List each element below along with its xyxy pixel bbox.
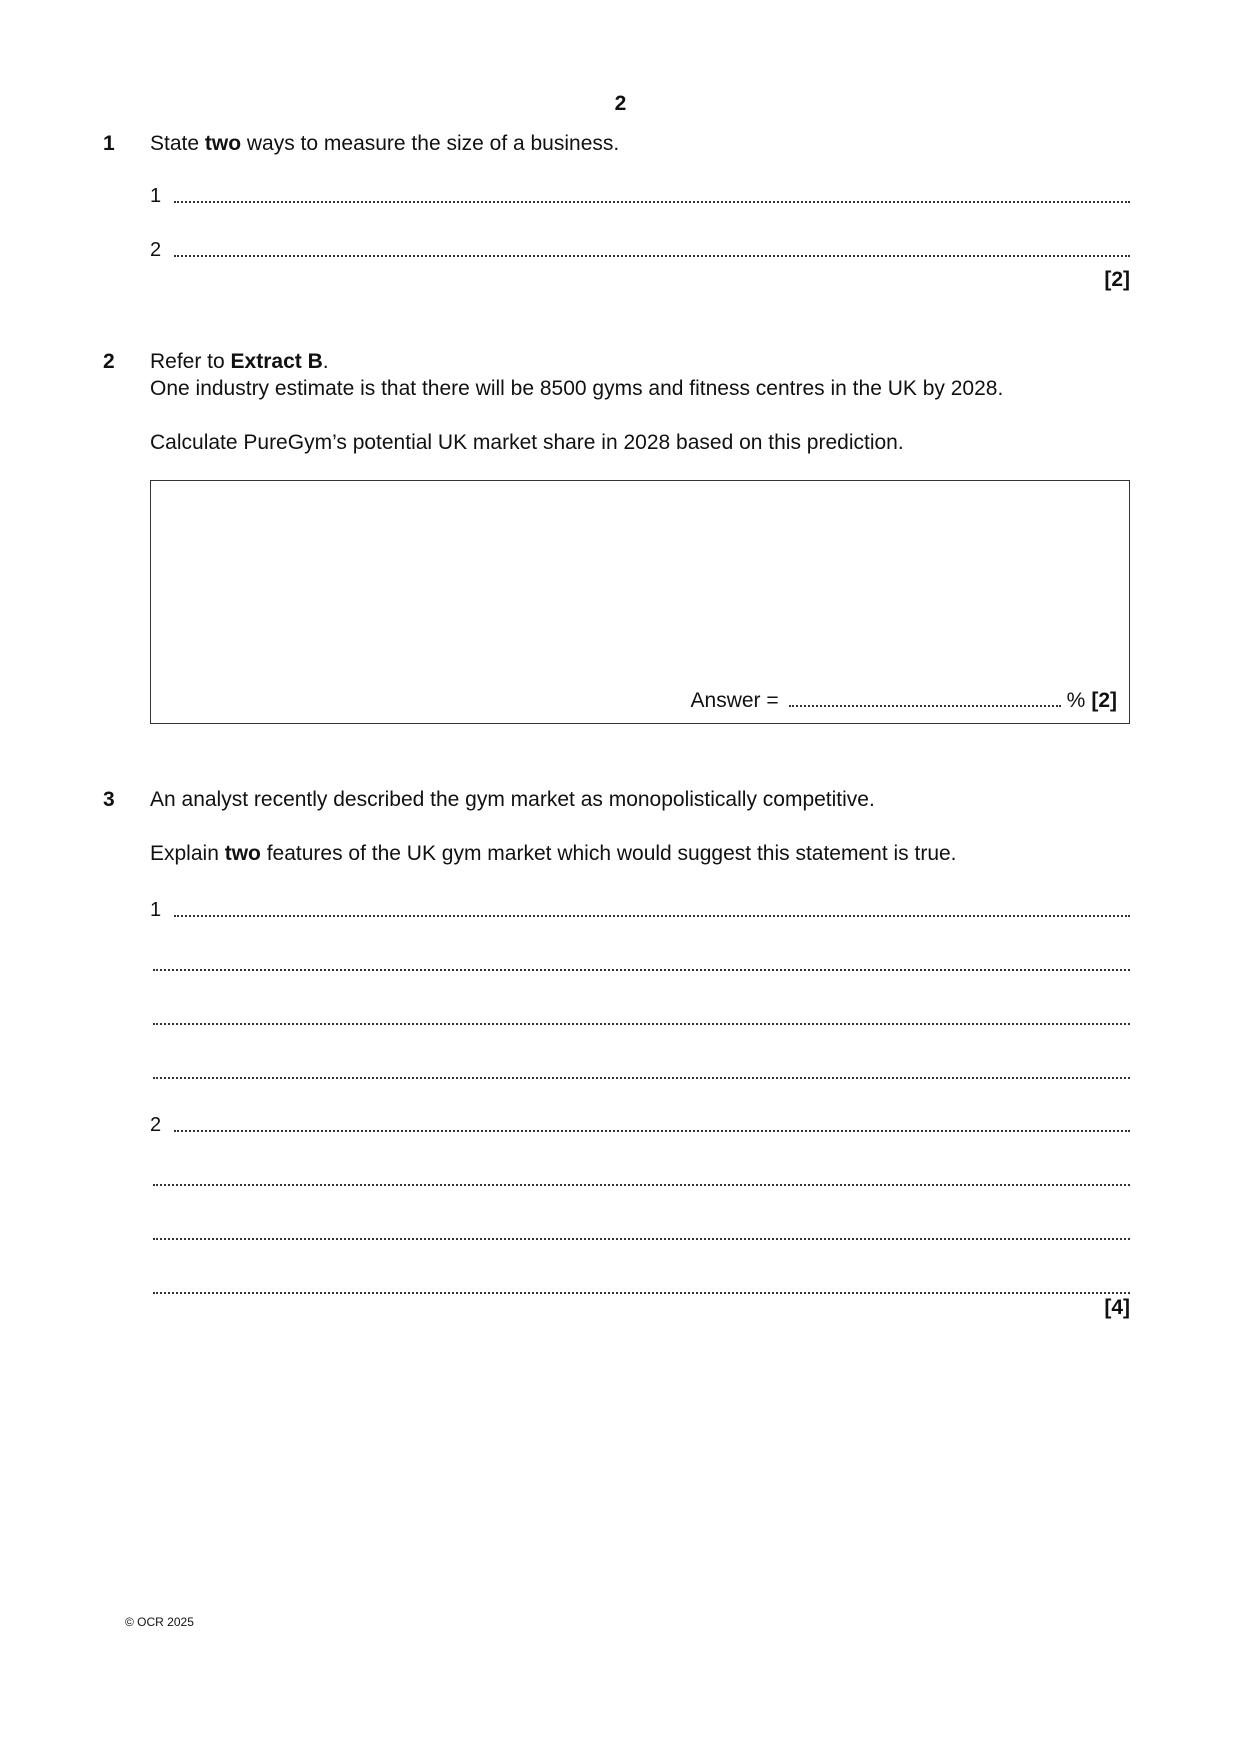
question-3-line-2 xyxy=(150,840,957,868)
question-3-line-1: An analyst recently described the gym market as monopolistically competitive. xyxy=(150,788,875,811)
answer-line-label: 1 xyxy=(150,185,162,207)
question-1-text-pre: State xyxy=(150,132,205,155)
dotted-line xyxy=(153,1292,1130,1294)
page-number: 2 xyxy=(614,92,627,115)
question-3-answer-2-line-3[interactable] xyxy=(153,1221,1130,1245)
question-2-line-1-pre: Refer to xyxy=(150,350,231,373)
dotted-line xyxy=(153,1238,1130,1240)
copyright-footer: © OCR 2025 xyxy=(125,1615,194,1629)
dotted-line xyxy=(153,1184,1130,1186)
question-1-text-post: ways to measure the size of a business. xyxy=(241,132,620,155)
answer-line-label: 2 xyxy=(150,239,162,261)
question-1-answer-line-1[interactable] xyxy=(150,184,1130,208)
question-1-answer-line-2[interactable] xyxy=(150,238,1130,262)
question-2-line-1 xyxy=(150,348,329,376)
question-3-line-2-bold: two xyxy=(224,842,261,865)
question-3-number: 3 xyxy=(103,788,115,811)
question-1-number: 1 xyxy=(103,132,115,155)
question-2-line-3: Calculate PureGym’s potential UK market share in 2028 based on this prediction. xyxy=(150,431,904,454)
calculation-answer-box[interactable] xyxy=(150,480,1130,724)
question-3-answer-1-line-3[interactable] xyxy=(153,1006,1130,1030)
question-3-answer-2-line-4[interactable] xyxy=(153,1275,1130,1299)
question-3-answer-1-line-2[interactable] xyxy=(153,952,1130,976)
dotted-line xyxy=(174,1130,1130,1132)
answer-line-label: 2 xyxy=(150,1114,162,1136)
question-2-marks: [2] xyxy=(1091,689,1117,712)
question-3-answer-1-line-1[interactable] xyxy=(150,898,1130,922)
question-3-line-2-post: features of the UK gym market which would suggest this statement is true. xyxy=(260,842,957,865)
answer-line-label: 1 xyxy=(150,899,162,921)
dotted-line xyxy=(153,969,1130,971)
dotted-line xyxy=(153,1023,1130,1025)
answer-label: Answer = xyxy=(690,689,779,712)
answer-unit: % xyxy=(1066,689,1086,712)
question-2-line-2: One industry estimate is that there will be 8500 gyms and fitness centres in the UK by 2028. xyxy=(150,377,1004,400)
answer-input-line[interactable] xyxy=(789,705,1061,707)
dotted-line xyxy=(174,255,1130,257)
question-3-answer-1-line-4[interactable] xyxy=(153,1060,1130,1084)
question-3-answer-2-line-1[interactable] xyxy=(150,1113,1130,1137)
answer-row xyxy=(691,689,1117,713)
extract-reference: Extract B xyxy=(230,350,323,373)
question-2-line-1-post: . xyxy=(322,350,329,373)
question-1-marks: [2] xyxy=(1104,268,1130,291)
question-1-text-bold: two xyxy=(204,132,242,155)
dotted-line xyxy=(174,915,1130,917)
question-3-marks: [4] xyxy=(1104,1296,1130,1319)
question-1-text xyxy=(150,130,619,158)
question-2-number: 2 xyxy=(103,350,115,373)
question-3-answer-2-line-2[interactable] xyxy=(153,1167,1130,1191)
dotted-line xyxy=(153,1077,1130,1079)
dotted-line xyxy=(174,201,1130,203)
question-3-line-2-pre: Explain xyxy=(150,842,225,865)
